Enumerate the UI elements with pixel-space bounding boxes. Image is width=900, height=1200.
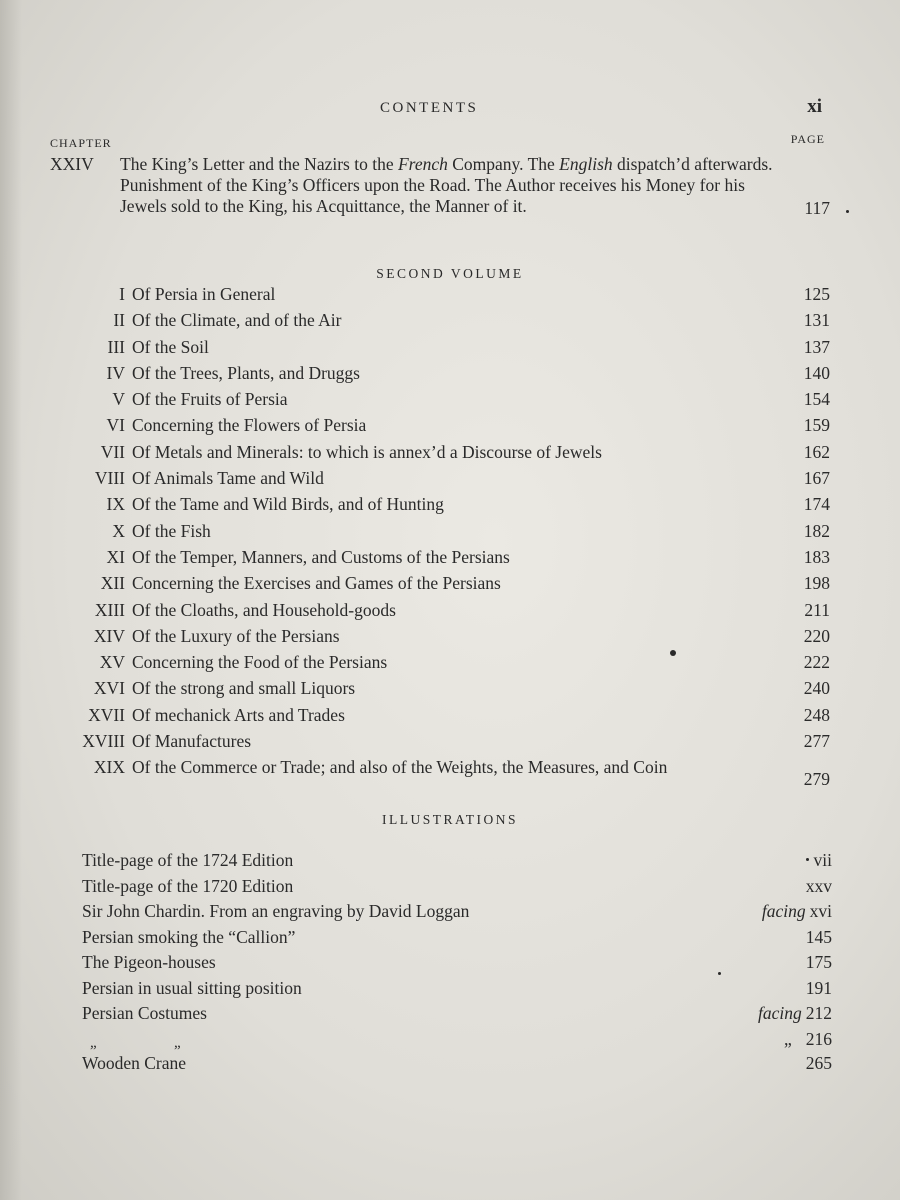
page-prefix: facing	[761, 901, 806, 921]
chapter-number: XI	[106, 546, 125, 567]
chapter-page: 248	[803, 704, 830, 725]
illustration-row	[82, 978, 832, 1004]
page-number-value: 191	[805, 977, 832, 998]
chapter-title: Of the Fruits of Persia	[132, 389, 288, 410]
chapter-number: XXIV	[50, 154, 94, 174]
chapter-title: Of the Climate, and of the Air	[132, 310, 342, 331]
illustration-title: Wooden Crane	[82, 1052, 187, 1073]
illustration-page	[758, 1003, 832, 1024]
page-number-value: 175	[805, 952, 832, 972]
chapter-page: 137	[803, 336, 830, 357]
chapter-title: Concerning the Exercises and Games of the Persians	[132, 573, 501, 594]
toc-row	[40, 415, 830, 441]
illustration-row	[82, 927, 832, 953]
chapter-page: 240	[803, 678, 830, 699]
chapter-title-italic: French	[397, 154, 448, 174]
chapter-page: 154	[803, 389, 830, 410]
page-number-value: vii	[813, 850, 832, 870]
toc-row	[40, 626, 830, 652]
toc-row	[40, 494, 830, 520]
chapter-title-part: Company. The	[447, 154, 560, 174]
chapter-column-label: CHAPTER	[50, 136, 112, 150]
chapter-title: Of Manufactures	[132, 731, 252, 752]
illustration-title: Persian smoking the “Callion”	[82, 926, 296, 947]
chapter-number: XVIII	[82, 731, 125, 752]
toc-row	[40, 442, 830, 468]
chapter-page: 125	[803, 284, 830, 304]
chapter-number: VII	[100, 441, 125, 462]
page-prefix: „	[783, 1028, 792, 1049]
chapter-title	[120, 154, 780, 217]
chapter-title: Of the Temper, Manners, and Customs of the Persians	[132, 546, 510, 567]
chapter-title-part: The King’s Letter and the Nazirs to the	[120, 154, 398, 174]
ink-speck	[718, 972, 721, 975]
illustration-title: Title-page of the 1724 Edition	[82, 850, 294, 870]
page-number-value: xxv	[805, 875, 832, 896]
chapter-title-italic: English	[559, 154, 613, 174]
column-labels	[50, 132, 825, 152]
toc-row	[40, 284, 830, 310]
illustration-page	[784, 1029, 832, 1050]
illustration-title: Persian in usual sitting position	[82, 977, 302, 998]
toc-row	[40, 521, 830, 547]
illustrations-list	[82, 850, 832, 1078]
chapter-number: XIII	[94, 599, 125, 620]
chapter-page: 183	[803, 546, 830, 567]
chapter-number: XIX	[93, 757, 125, 778]
ink-speck	[846, 210, 849, 213]
ditto-mark: „	[90, 1034, 97, 1051]
chapter-title: Of Persia in General	[132, 284, 276, 304]
page-column-label: PAGE	[790, 132, 825, 146]
toc-row	[40, 389, 830, 415]
chapter-number: VI	[106, 415, 125, 436]
illustration-row	[82, 1053, 832, 1079]
illustration-page	[762, 901, 832, 922]
illustration-row	[82, 1003, 832, 1029]
chapter-number: V	[112, 389, 125, 410]
chapter-page: 117	[804, 198, 830, 218]
toc-row	[40, 600, 830, 626]
ink-speck	[670, 650, 676, 656]
illustration-page	[806, 978, 832, 999]
chapter-number: XII	[100, 573, 125, 594]
page-gutter-shadow	[0, 0, 22, 1200]
toc-row	[40, 757, 830, 801]
chapter-number: I	[119, 284, 125, 304]
chapter-number: XVII	[88, 704, 125, 725]
second-volume-heading: SECOND VOLUME	[376, 266, 524, 281]
chapter-page: 182	[803, 520, 830, 541]
chapter-title: Of mechanick Arts and Trades	[132, 704, 345, 725]
illustration-title: The Pigeon-houses	[82, 952, 216, 972]
illustration-title: Sir John Chardin. From an engraving by David Loggan	[82, 901, 470, 921]
toc-row	[40, 573, 830, 599]
chapter-page: 222	[803, 652, 830, 673]
chapter-page: 131	[803, 310, 830, 331]
chapter-page: 167	[803, 468, 830, 489]
chapter-title: Of the strong and small Liquors	[132, 678, 356, 699]
chapter-title: Concerning the Flowers of Persia	[132, 415, 367, 436]
toc-row	[40, 652, 830, 678]
chapter-title: Of the Trees, Plants, and Druggs	[132, 362, 360, 383]
ink-speck	[806, 858, 809, 861]
chapter-page: 277	[803, 731, 830, 752]
chapter-title: Of the Cloaths, and Household-goods	[132, 599, 396, 620]
chapter-title: Of the Soil	[132, 336, 209, 357]
chapter-number: XVI	[93, 678, 125, 699]
page-number-value: 212	[805, 1003, 832, 1023]
chapter-number: XV	[99, 652, 125, 673]
toc-row	[40, 547, 830, 573]
chapter-page: 174	[803, 494, 830, 515]
toc-row	[40, 705, 830, 731]
second-volume-list	[40, 284, 830, 801]
chapter-title: Of the Commerce or Trade; and also of the Weights, the Measures, and Coin	[132, 757, 668, 778]
chapter-page: 140	[803, 362, 830, 383]
chapter-page: 198	[803, 573, 830, 594]
chapter-number: III	[107, 336, 125, 357]
illustration-title: Persian Costumes	[82, 1003, 207, 1023]
chapter-number: X	[112, 520, 125, 541]
page-prefix: facing	[758, 1003, 802, 1023]
chapter-page: 279	[803, 769, 830, 790]
page-number-value: 216	[805, 1028, 832, 1049]
page-number: xi	[807, 96, 822, 117]
illustration-title: Title-page of the 1720 Edition	[82, 875, 294, 896]
chapter-number: IX	[106, 494, 125, 515]
page-title: CONTENTS	[380, 100, 479, 116]
illustrations-heading: ILLUSTRATIONS	[382, 812, 518, 827]
toc-row	[40, 363, 830, 389]
chapter-number: XIV	[93, 625, 125, 646]
chapter-page: 220	[803, 625, 830, 646]
chapter-page: 159	[803, 415, 830, 436]
page-number-value: 145	[805, 926, 832, 947]
toc-row	[40, 310, 830, 336]
illustration-page	[806, 927, 832, 948]
running-header	[0, 96, 900, 126]
chapter-title: Of the Luxury of the Persians	[132, 625, 340, 646]
illustration-page	[806, 876, 832, 897]
chapter-number: IV	[106, 362, 125, 383]
toc-row	[40, 468, 830, 494]
illustration-page	[814, 850, 832, 871]
illustration-row	[82, 850, 832, 876]
toc-row	[40, 731, 830, 757]
chapter-title: Of the Fish	[132, 520, 211, 541]
chapter-number: II	[113, 310, 125, 331]
illustration-page	[806, 952, 832, 973]
chapter-page: 162	[803, 441, 830, 462]
chapter-title: Of the Tame and Wild Birds, and of Hunting	[132, 494, 444, 515]
toc-row	[40, 337, 830, 363]
illustration-page	[806, 1053, 832, 1074]
toc-row	[40, 678, 830, 704]
chapter-title-part: dispatch’d afterwards. Punishment of the King’s Officers upon the Road. The Author receives his Money for his Jewels sold to the King, his Acquittance, the Manner of it.	[120, 154, 773, 216]
illustration-row	[82, 876, 832, 902]
chapter-number: VIII	[94, 468, 125, 489]
chapter-title: Of Metals and Minerals: to which is annex’d a Discourse of Jewels	[132, 441, 602, 462]
illustration-row	[82, 1029, 832, 1053]
chapter-page: 211	[804, 599, 830, 620]
page-number-value: 265	[805, 1052, 832, 1073]
page-number-value: xvi	[809, 901, 832, 921]
chapter-title: Of Animals Tame and Wild	[132, 468, 324, 489]
illustration-row	[82, 901, 832, 927]
toc-entry-xxiv	[50, 154, 830, 217]
ditto-mark: „	[174, 1034, 181, 1051]
chapter-title: Concerning the Food of the Persians	[132, 652, 388, 673]
